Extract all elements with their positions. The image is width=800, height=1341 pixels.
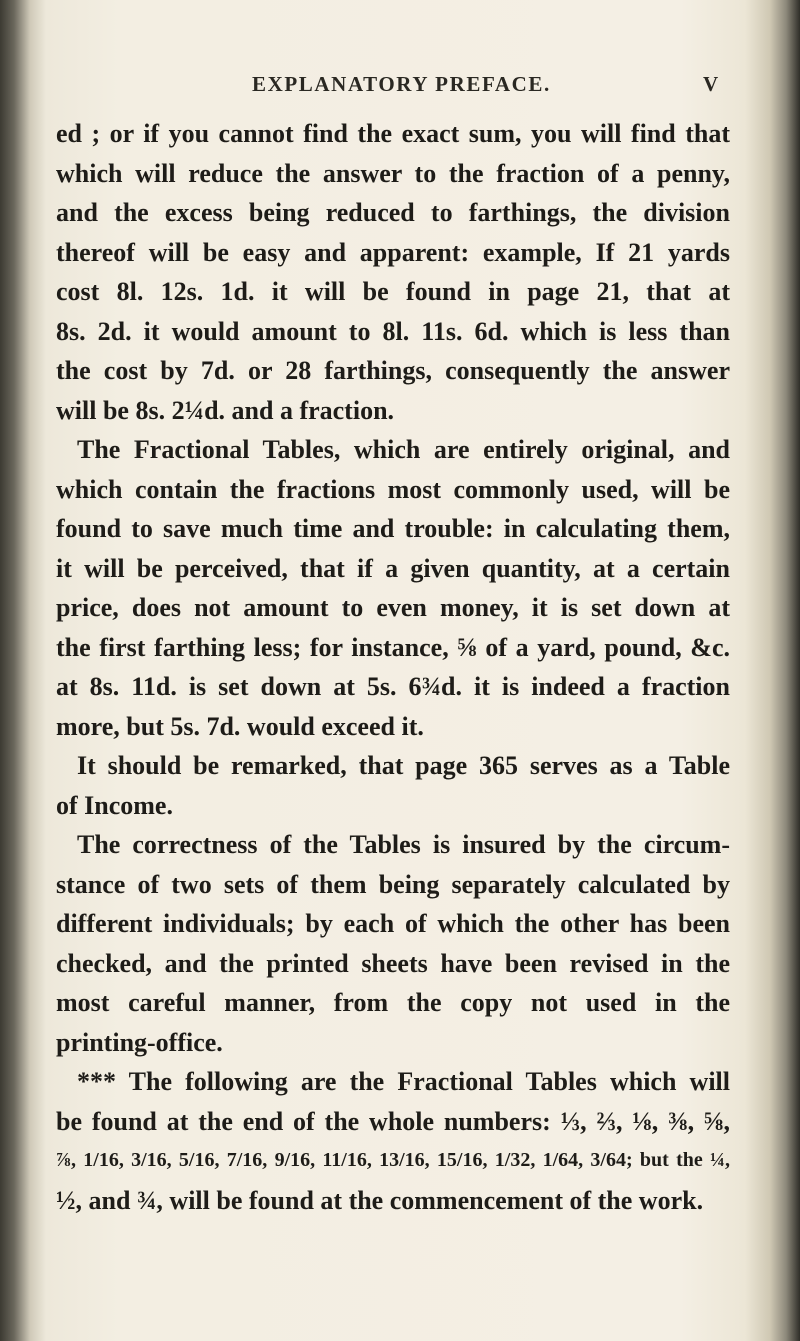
text-line: printing-office. <box>56 1027 223 1057</box>
text-line: most careful manner, from the copy not used in the <box>56 988 730 1017</box>
text-line: ed ; or if you cannot find the exact sum, you will find that <box>56 119 730 148</box>
paragraph-first-line: The correctness of the Tables is insured by the circum- <box>77 830 730 859</box>
text-line: different individuals; by each of which the other has been <box>56 909 730 938</box>
text-line: at 8s. 11d. is set down at 5s. 6¾d. it is indeed a fraction <box>56 672 730 701</box>
text-line: 8s. 2d. it would amount to 8l. 11s. 6d. which is less than <box>56 316 730 346</box>
text-line: found to save much time and trouble: in calculating them, <box>56 514 730 543</box>
text-line: stance of two sets of them being separately calculated by <box>56 869 730 899</box>
body-text <box>56 114 730 1220</box>
text-line: price, does not amount to even money, it is set down at <box>56 593 730 622</box>
paragraph-first-line: It should be remarked, that page 365 serves as a Table <box>77 751 730 780</box>
text-line: the cost by 7d. or 28 farthings, consequently the answer <box>56 356 730 385</box>
fractions-line: be found at the end of the whole numbers: ⅓, ⅔, ⅛, ⅜, ⅝, <box>56 1106 730 1136</box>
text-line: more, but 5s. 7d. would exceed it. <box>56 711 424 741</box>
page-number: V <box>703 72 719 96</box>
text-line: which will reduce the answer to the fraction of a penny, <box>56 158 730 188</box>
footnote-first-line: *** The following are the Fractional Tables which will <box>77 1067 730 1096</box>
text-line: it will be perceived, that if a given quantity, at a certain <box>56 553 730 583</box>
text-line: which contain the fractions most commonly used, will be <box>56 474 730 504</box>
text-line: cost 8l. 12s. 1d. it will be found in page 21, that at <box>56 277 730 306</box>
fractions-list-line: ⅞, 1/16, 3/16, 5/16, 7/16, 9/16, 11/16, 13/16, 15/16, 1/32, 1/64, 3/64; but the ¼, <box>56 1149 730 1171</box>
text-line: and the excess being reduced to farthings, the division <box>56 198 730 227</box>
text-line: of Income. <box>56 790 173 820</box>
running-head-title: EXPLANATORY PREFACE. <box>252 72 551 96</box>
text-line: will be 8s. 2¼d. and a fraction. <box>56 395 395 425</box>
paragraph-first-line: The Fractional Tables, which are entirely original, and <box>77 435 730 464</box>
text-line: ½, and ¾, will be found at the commencement of the work. <box>56 1185 704 1215</box>
text-line: the first farthing less; for instance, ⅝ of a yard, pound, &c. <box>56 632 730 662</box>
text-line: thereof will be easy and apparent: example, If 21 yards <box>56 237 730 267</box>
text-line: checked, and the printed sheets have been revised in the <box>56 948 730 978</box>
running-header <box>0 72 800 102</box>
